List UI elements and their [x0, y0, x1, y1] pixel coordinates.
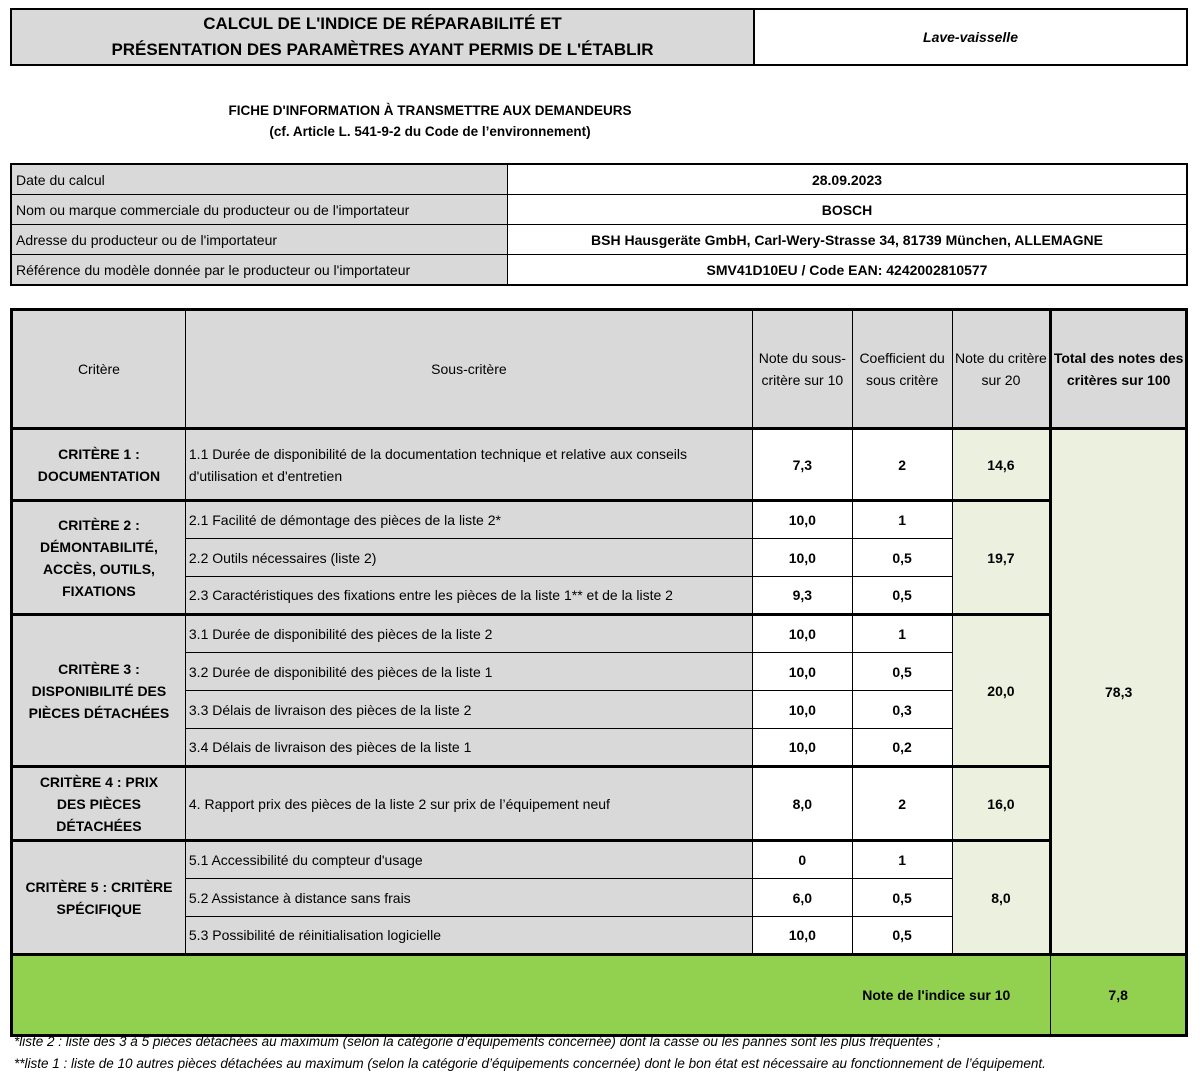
info-label: Adresse du producteur ou de l'importateur	[11, 225, 508, 255]
subcriterion-note: 10,0	[752, 729, 852, 767]
subcriterion-label: 3.3 Délais de livraison des pièces de la liste 2	[185, 691, 752, 729]
table-row	[12, 501, 1187, 539]
header-total: Total des notes des critères sur 100	[1051, 310, 1187, 429]
table-row	[12, 841, 1187, 879]
criterion-score-20: 14,6	[952, 429, 1051, 501]
criterion-name: CRITÈRE 5 : CRITÈRE SPÉCIFIQUE	[12, 841, 186, 955]
product-type: Lave-vaisselle	[754, 8, 1188, 66]
criterion-score-20: 19,7	[952, 501, 1051, 615]
fiche-line-2: (cf. Article L. 541-9-2 du Code de l’environnement)	[269, 124, 591, 139]
subcriterion-coefficient: 1	[852, 501, 952, 539]
subcriterion-label: 3.2 Durée de disponibilité des pièces de la liste 1	[185, 653, 752, 691]
subcriterion-label: 5.3 Possibilité de réinitialisation logicielle	[185, 917, 752, 955]
final-score-value: 7,8	[1051, 955, 1187, 1036]
criterion-score-20: 8,0	[952, 841, 1051, 955]
subcriterion-note: 10,0	[752, 615, 852, 653]
subcriterion-note: 10,0	[752, 691, 852, 729]
info-label: Nom ou marque commerciale du producteur ou de l'importateur	[11, 195, 508, 225]
title-line-2: PRÉSENTATION DES PARAMÈTRES AYANT PERMIS DE L'ÉTABLIR	[111, 40, 654, 59]
info-label: Référence du modèle donnée par le producteur ou l'importateur	[11, 255, 508, 286]
info-row	[11, 255, 1187, 286]
final-score-row	[12, 955, 1187, 1036]
table-row	[12, 429, 1187, 501]
criterion-score-20: 16,0	[952, 767, 1051, 841]
subcriterion-note: 10,0	[752, 501, 852, 539]
subcriterion-label: 1.1 Durée de disponibilité de la documentation technique et relative aux conseils d'utilisation et d'entretien	[185, 429, 752, 501]
subcriterion-note: 10,0	[752, 539, 852, 577]
info-row	[11, 195, 1187, 225]
header-note-critere: Note du critère sur 20	[952, 310, 1051, 429]
subcriterion-coefficient: 0,3	[852, 691, 952, 729]
title-line-1: CALCUL DE L'INDICE DE RÉPARABILITÉ ET	[203, 14, 562, 33]
subcriterion-label: 2.3 Caractéristiques des fixations entre les pièces de la liste 1** et de la liste 2	[185, 577, 752, 615]
subcriterion-coefficient: 1	[852, 615, 952, 653]
subcriterion-label: 2.1 Facilité de démontage des pièces de la liste 2*	[185, 501, 752, 539]
table-row	[12, 767, 1187, 841]
info-value: 28.09.2023	[508, 164, 1188, 195]
subcriterion-note: 7,3	[752, 429, 852, 501]
subcriterion-note: 10,0	[752, 653, 852, 691]
document-title	[10, 8, 754, 66]
footnote-liste-2: *liste 2 : liste des 3 à 5 pièces détachées au maximum (selon la catégorie d’équipements concernée) dont la casse ou les pannes sont les plus fréquentes ;	[14, 1034, 941, 1049]
subcriterion-label: 5.2 Assistance à distance sans frais	[185, 879, 752, 917]
criterion-score-20: 20,0	[952, 615, 1051, 767]
info-value: BSH Hausgeräte GmbH, Carl-Wery-Strasse 34, 81739 München, ALLEMAGNE	[508, 225, 1188, 255]
info-value: BOSCH	[508, 195, 1188, 225]
subcriterion-label: 4. Rapport prix des pièces de la liste 2 sur prix de l’équipement neuf	[185, 767, 752, 841]
criterion-name: CRITÈRE 2 : DÉMONTABILITÉ, ACCÈS, OUTILS, FIXATIONS	[12, 501, 186, 615]
fiche-line-1: FICHE D'INFORMATION À TRANSMETTRE AUX DEMANDEURS	[228, 103, 632, 118]
criterion-name: CRITÈRE 4 : PRIX DES PIÈCES DÉTACHÉES	[12, 767, 186, 841]
footnotes	[14, 1031, 1194, 1075]
criteria-table	[10, 308, 1188, 1037]
info-value: SMV41D10EU / Code EAN: 4242002810577	[508, 255, 1188, 286]
subcriterion-note: 8,0	[752, 767, 852, 841]
subcriterion-note: 0	[752, 841, 852, 879]
subcriterion-coefficient: 0,5	[852, 539, 952, 577]
subcriterion-label: 3.1 Durée de disponibilité des pièces de la liste 2	[185, 615, 752, 653]
criterion-name: CRITÈRE 3 : DISPONIBILITÉ DES PIÈCES DÉTACHÉES	[12, 615, 186, 767]
header-critere: Critère	[12, 310, 186, 429]
header-sous-critere: Sous-critère	[185, 310, 752, 429]
subcriterion-coefficient: 0,5	[852, 577, 952, 615]
info-table	[10, 163, 1188, 286]
info-row	[11, 164, 1187, 195]
header-coefficient: Coefficient du sous critère	[852, 310, 952, 429]
subcriterion-note: 10,0	[752, 917, 852, 955]
subcriterion-coefficient: 2	[852, 767, 952, 841]
total-score-100: 78,3	[1051, 429, 1187, 955]
fiche-heading	[0, 100, 860, 142]
subcriterion-coefficient: 2	[852, 429, 952, 501]
info-label: Date du calcul	[11, 164, 508, 195]
final-score-label: Note de l'indice sur 10	[12, 955, 1051, 1036]
subcriterion-note: 9,3	[752, 577, 852, 615]
criterion-name: CRITÈRE 1 : DOCUMENTATION	[12, 429, 186, 501]
subcriterion-label: 5.1 Accessibilité du compteur d'usage	[185, 841, 752, 879]
table-row	[12, 615, 1187, 653]
subcriterion-label: 2.2 Outils nécessaires (liste 2)	[185, 539, 752, 577]
subcriterion-coefficient: 0,5	[852, 917, 952, 955]
subcriterion-coefficient: 0,5	[852, 653, 952, 691]
subcriterion-coefficient: 1	[852, 841, 952, 879]
subcriterion-coefficient: 0,2	[852, 729, 952, 767]
info-row	[11, 225, 1187, 255]
footnote-liste-1: **liste 1 : liste de 10 autres pièces détachées au maximum (selon la catégorie d’équipements concernée) dont le bon état est nécessaire au fonctionnement de l’équipement.	[14, 1056, 1046, 1071]
subcriterion-coefficient: 0,5	[852, 879, 952, 917]
subcriterion-label: 3.4 Délais de livraison des pièces de la liste 1	[185, 729, 752, 767]
subcriterion-note: 6,0	[752, 879, 852, 917]
header-note-sous-critere: Note du sous-critère sur 10	[752, 310, 852, 429]
